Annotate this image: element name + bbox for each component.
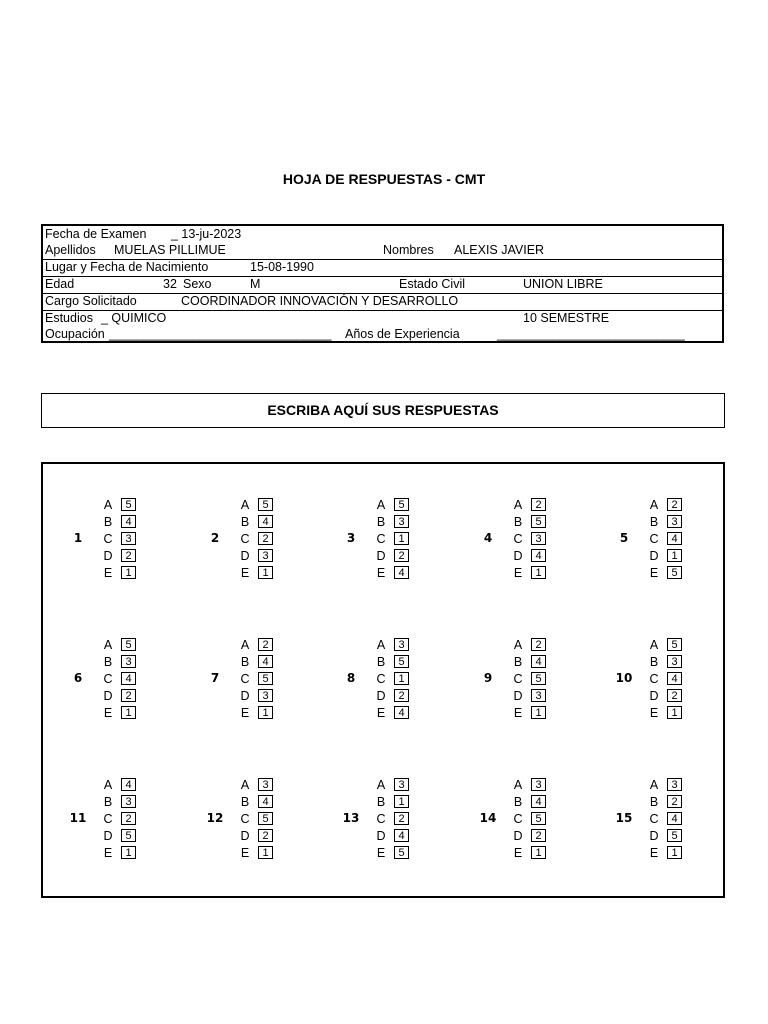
applicant-info-table	[41, 224, 724, 343]
answer-box[interactable]: 1	[394, 672, 409, 685]
apellidos-value: MUELAS PILLIMUE	[114, 243, 226, 257]
answer-box[interactable]: 4	[258, 515, 273, 528]
option-e	[649, 846, 709, 863]
option-letter: B	[103, 515, 113, 529]
option-a	[376, 498, 436, 515]
option-e	[513, 846, 573, 863]
answer-box[interactable]: 2	[531, 498, 546, 511]
option-d	[649, 689, 709, 706]
option-letter: C	[240, 672, 250, 686]
option-letter: B	[649, 515, 659, 529]
info-row-lugar	[43, 259, 722, 276]
answer-box[interactable]: 2	[531, 829, 546, 842]
question-13	[336, 778, 436, 862]
option-letter: B	[376, 515, 386, 529]
edad-label: Edad	[45, 277, 75, 291]
answer-box[interactable]: 4	[531, 795, 546, 808]
option-a	[240, 638, 300, 655]
option-letter: E	[376, 566, 386, 580]
answer-box[interactable]: 4	[531, 655, 546, 668]
answer-box[interactable]: 3	[258, 549, 273, 562]
answer-box[interactable]: 2	[667, 498, 682, 511]
answer-box[interactable]: 3	[258, 778, 273, 791]
option-b	[103, 515, 163, 532]
sexo-value: M	[250, 277, 261, 291]
option-a	[240, 498, 300, 515]
answer-box[interactable]: 1	[531, 706, 546, 719]
answer-box[interactable]: 3	[394, 515, 409, 528]
option-a	[649, 498, 709, 515]
option-a	[103, 638, 163, 655]
experiencia-line: ___________________________	[497, 327, 685, 341]
answer-box[interactable]: 4	[667, 532, 682, 545]
answer-box[interactable]: 5	[394, 498, 409, 511]
option-b	[649, 795, 709, 812]
option-letter: C	[376, 672, 386, 686]
answer-box[interactable]: 1	[531, 846, 546, 859]
info-row-ocupacion	[43, 326, 722, 343]
estado-civil-label: Estado Civil	[399, 277, 465, 291]
option-c	[103, 532, 163, 549]
question-number: 15	[615, 811, 633, 825]
answer-box[interactable]: 3	[531, 532, 546, 545]
ocupacion-label: Ocupación	[45, 327, 105, 341]
option-e	[240, 566, 300, 583]
answer-box[interactable]: 5	[121, 829, 136, 842]
estudios-label: Estudios	[45, 311, 93, 325]
option-letter: B	[376, 795, 386, 809]
option-d	[376, 829, 436, 846]
answer-box[interactable]: 1	[667, 706, 682, 719]
option-letter: B	[649, 655, 659, 669]
option-letter: C	[376, 532, 386, 546]
option-letter: B	[240, 655, 250, 669]
answer-grid	[41, 462, 725, 898]
option-c	[513, 532, 573, 549]
option-c	[240, 532, 300, 549]
info-row-apellidos	[43, 242, 722, 259]
answer-box[interactable]: 4	[121, 515, 136, 528]
option-c	[376, 532, 436, 549]
option-d	[103, 829, 163, 846]
answer-box[interactable]: 4	[667, 812, 682, 825]
question-10	[609, 638, 709, 722]
answer-box[interactable]: 4	[121, 778, 136, 791]
answer-box[interactable]: 2	[394, 549, 409, 562]
option-letter: D	[240, 549, 250, 563]
option-letter: E	[103, 846, 113, 860]
estudios-value: _ QUIMICO	[101, 311, 167, 325]
option-a	[513, 638, 573, 655]
answer-box[interactable]: 3	[258, 689, 273, 702]
sexo-label: Sexo	[183, 277, 212, 291]
question-7	[200, 638, 300, 722]
option-letter: D	[649, 549, 659, 563]
option-b	[103, 795, 163, 812]
option-d	[649, 549, 709, 566]
option-c	[649, 672, 709, 689]
question-number: 2	[210, 531, 220, 545]
option-letter: D	[649, 829, 659, 843]
answer-box[interactable]: 2	[258, 532, 273, 545]
estado-civil-value: UNION LIBRE	[523, 277, 603, 291]
question-15	[609, 778, 709, 862]
option-e	[103, 846, 163, 863]
answer-box[interactable]: 4	[667, 672, 682, 685]
option-letter: D	[376, 549, 386, 563]
option-c	[376, 812, 436, 829]
question-number: 14	[479, 811, 497, 825]
info-row-edad	[43, 276, 722, 293]
info-row-estudios	[43, 310, 722, 327]
question-number: 8	[346, 671, 356, 685]
option-e	[376, 566, 436, 583]
answer-box[interactable]: 5	[531, 812, 546, 825]
option-c	[513, 812, 573, 829]
answer-box[interactable]: 1	[258, 706, 273, 719]
option-letter: B	[376, 655, 386, 669]
option-letter: D	[376, 829, 386, 843]
option-letter: E	[513, 566, 523, 580]
option-c	[649, 812, 709, 829]
fecha-value: _ 13-ju-2023	[171, 227, 242, 241]
question-5	[609, 498, 709, 582]
option-letter: E	[240, 846, 250, 860]
nombres-value: ALEXIS JAVIER	[454, 243, 545, 257]
answer-box[interactable]: 1	[667, 846, 682, 859]
option-letter: E	[240, 566, 250, 580]
option-letter: A	[103, 778, 113, 792]
answer-box[interactable]: 4	[394, 829, 409, 842]
answer-box[interactable]: 4	[258, 795, 273, 808]
answer-box[interactable]: 3	[531, 778, 546, 791]
option-letter: C	[513, 672, 523, 686]
answer-box[interactable]: 5	[258, 812, 273, 825]
option-a	[240, 778, 300, 795]
option-letter: E	[103, 566, 113, 580]
option-c	[376, 672, 436, 689]
answer-box[interactable]: 2	[667, 689, 682, 702]
answer-box[interactable]: 1	[394, 795, 409, 808]
answer-box[interactable]: 3	[394, 638, 409, 651]
question-number: 13	[342, 811, 360, 825]
answer-box[interactable]: 2	[258, 829, 273, 842]
answer-box[interactable]: 3	[121, 795, 136, 808]
answer-box[interactable]: 5	[667, 638, 682, 651]
answer-box[interactable]: 4	[531, 549, 546, 562]
option-letter: B	[513, 515, 523, 529]
answer-box[interactable]: 5	[258, 672, 273, 685]
answer-box[interactable]: 5	[394, 655, 409, 668]
question-number: 10	[615, 671, 633, 685]
answer-box[interactable]: 1	[258, 566, 273, 579]
page-title: HOJA DE RESPUESTAS - CMT	[282, 171, 486, 187]
experiencia-label: Años de Experiencia	[345, 327, 460, 341]
option-letter: C	[103, 672, 113, 686]
answer-box[interactable]: 4	[258, 655, 273, 668]
option-letter: D	[103, 829, 113, 843]
option-letter: B	[240, 515, 250, 529]
option-letter: A	[240, 638, 250, 652]
option-letter: C	[649, 812, 659, 826]
option-b	[649, 655, 709, 672]
answer-box[interactable]: 5	[531, 672, 546, 685]
option-b	[376, 795, 436, 812]
option-letter: D	[513, 549, 523, 563]
lugar-label: Lugar y Fecha de Nacimiento	[45, 260, 209, 274]
option-a	[649, 638, 709, 655]
option-letter: E	[649, 846, 659, 860]
answer-box[interactable]: 3	[531, 689, 546, 702]
answer-box[interactable]: 2	[531, 638, 546, 651]
option-letter: A	[240, 778, 250, 792]
answer-box[interactable]: 1	[531, 566, 546, 579]
cargo-label: Cargo Solicitado	[45, 294, 137, 308]
answer-box[interactable]: 4	[121, 672, 136, 685]
cargo-value: COORDINADOR INNOVACIÓN Y DESARROLLO	[181, 294, 459, 308]
option-d	[376, 689, 436, 706]
option-letter: B	[103, 655, 113, 669]
answer-box[interactable]: 2	[394, 812, 409, 825]
option-letter: D	[649, 689, 659, 703]
option-letter: C	[649, 672, 659, 686]
answer-box[interactable]: 5	[394, 846, 409, 859]
option-letter: E	[376, 706, 386, 720]
option-letter: A	[376, 778, 386, 792]
question-11	[63, 778, 163, 862]
option-c	[240, 672, 300, 689]
option-a	[376, 778, 436, 795]
option-a	[376, 638, 436, 655]
option-a	[103, 778, 163, 795]
question-1	[63, 498, 163, 582]
option-b	[376, 515, 436, 532]
answer-box[interactable]: 5	[667, 566, 682, 579]
option-letter: B	[240, 795, 250, 809]
option-letter: A	[240, 498, 250, 512]
option-letter: A	[376, 638, 386, 652]
option-c	[513, 672, 573, 689]
option-e	[513, 566, 573, 583]
option-letter: C	[649, 532, 659, 546]
answer-box[interactable]: 3	[667, 655, 682, 668]
answer-box[interactable]: 1	[667, 549, 682, 562]
option-b	[513, 515, 573, 532]
option-letter: B	[513, 795, 523, 809]
answers-banner: ESCRIBA AQUÍ SUS RESPUESTAS	[41, 393, 725, 428]
question-number: 7	[210, 671, 220, 685]
answer-box[interactable]: 1	[121, 706, 136, 719]
fecha-label: Fecha de Examen	[45, 227, 147, 241]
option-a	[649, 778, 709, 795]
option-e	[103, 566, 163, 583]
option-letter: B	[513, 655, 523, 669]
question-number: 3	[346, 531, 356, 545]
option-letter: A	[103, 638, 113, 652]
option-e	[376, 846, 436, 863]
option-c	[103, 672, 163, 689]
option-letter: A	[649, 638, 659, 652]
question-12	[200, 778, 300, 862]
option-a	[103, 498, 163, 515]
answer-box[interactable]: 3	[121, 655, 136, 668]
option-letter: A	[649, 778, 659, 792]
option-letter: D	[103, 549, 113, 563]
edad-value: 32	[163, 277, 177, 291]
option-d	[240, 549, 300, 566]
option-b	[513, 655, 573, 672]
lugar-value: 15-08-1990	[250, 260, 314, 274]
option-b	[240, 515, 300, 532]
option-letter: E	[649, 706, 659, 720]
option-letter: A	[513, 498, 523, 512]
option-e	[376, 706, 436, 723]
question-number: 1	[73, 531, 83, 545]
answer-box[interactable]: 1	[258, 846, 273, 859]
question-number: 11	[69, 811, 87, 825]
semestre-value: 10 SEMESTRE	[523, 311, 610, 325]
option-letter: D	[513, 829, 523, 843]
option-letter: A	[649, 498, 659, 512]
answer-box[interactable]: 3	[394, 778, 409, 791]
option-b	[240, 795, 300, 812]
option-letter: C	[240, 532, 250, 546]
question-4	[473, 498, 573, 582]
option-d	[649, 829, 709, 846]
option-c	[240, 812, 300, 829]
question-3	[336, 498, 436, 582]
option-letter: A	[513, 778, 523, 792]
option-b	[649, 515, 709, 532]
answer-box[interactable]: 5	[667, 829, 682, 842]
answer-box[interactable]: 4	[394, 566, 409, 579]
answer-box[interactable]: 3	[667, 515, 682, 528]
option-letter: E	[513, 846, 523, 860]
option-letter: E	[103, 706, 113, 720]
option-e	[240, 846, 300, 863]
option-e	[103, 706, 163, 723]
option-letter: A	[103, 498, 113, 512]
option-letter: D	[376, 689, 386, 703]
question-number: 5	[619, 531, 629, 545]
option-letter: D	[240, 829, 250, 843]
answer-box[interactable]: 5	[531, 515, 546, 528]
option-d	[513, 829, 573, 846]
answer-box[interactable]: 5	[258, 498, 273, 511]
option-letter: E	[513, 706, 523, 720]
option-e	[649, 706, 709, 723]
option-d	[240, 829, 300, 846]
option-d	[240, 689, 300, 706]
option-letter: A	[513, 638, 523, 652]
option-letter: E	[649, 566, 659, 580]
question-number: 9	[483, 671, 493, 685]
option-c	[103, 812, 163, 829]
option-a	[513, 778, 573, 795]
ocupacion-line: ________________________________	[109, 327, 332, 341]
option-e	[513, 706, 573, 723]
answer-box[interactable]: 4	[394, 706, 409, 719]
question-8	[336, 638, 436, 722]
question-number: 4	[483, 531, 493, 545]
option-letter: D	[513, 689, 523, 703]
info-row-fecha	[43, 226, 722, 243]
info-row-cargo	[43, 293, 722, 310]
answer-box[interactable]: 5	[121, 638, 136, 651]
question-6	[63, 638, 163, 722]
option-letter: C	[376, 812, 386, 826]
answer-box[interactable]: 3	[667, 778, 682, 791]
answer-box[interactable]: 2	[394, 689, 409, 702]
option-letter: E	[240, 706, 250, 720]
question-2	[200, 498, 300, 582]
answer-box[interactable]: 2	[121, 812, 136, 825]
option-letter: C	[513, 532, 523, 546]
option-d	[103, 689, 163, 706]
option-letter: A	[376, 498, 386, 512]
option-d	[103, 549, 163, 566]
option-b	[103, 655, 163, 672]
option-letter: C	[103, 812, 113, 826]
option-letter: E	[376, 846, 386, 860]
option-e	[649, 566, 709, 583]
apellidos-label: Apellidos	[45, 243, 96, 257]
option-letter: B	[103, 795, 113, 809]
answer-box[interactable]: 1	[394, 532, 409, 545]
answer-box[interactable]: 2	[258, 638, 273, 651]
option-a	[513, 498, 573, 515]
question-14	[473, 778, 573, 862]
answer-box[interactable]: 1	[121, 846, 136, 859]
answer-box[interactable]: 1	[121, 566, 136, 579]
option-letter: C	[103, 532, 113, 546]
option-e	[240, 706, 300, 723]
option-letter: D	[103, 689, 113, 703]
option-letter: C	[513, 812, 523, 826]
option-letter: D	[240, 689, 250, 703]
answer-box[interactable]: 2	[121, 689, 136, 702]
option-b	[376, 655, 436, 672]
option-d	[376, 549, 436, 566]
answer-box[interactable]: 2	[121, 549, 136, 562]
option-b	[240, 655, 300, 672]
option-d	[513, 549, 573, 566]
option-c	[649, 532, 709, 549]
answer-box[interactable]: 3	[121, 532, 136, 545]
option-letter: C	[240, 812, 250, 826]
option-letter: B	[649, 795, 659, 809]
question-number: 6	[73, 671, 83, 685]
question-9	[473, 638, 573, 722]
option-b	[513, 795, 573, 812]
nombres-label: Nombres	[383, 243, 434, 257]
answer-box[interactable]: 5	[121, 498, 136, 511]
option-d	[513, 689, 573, 706]
question-number: 12	[206, 811, 224, 825]
answer-box[interactable]: 2	[667, 795, 682, 808]
